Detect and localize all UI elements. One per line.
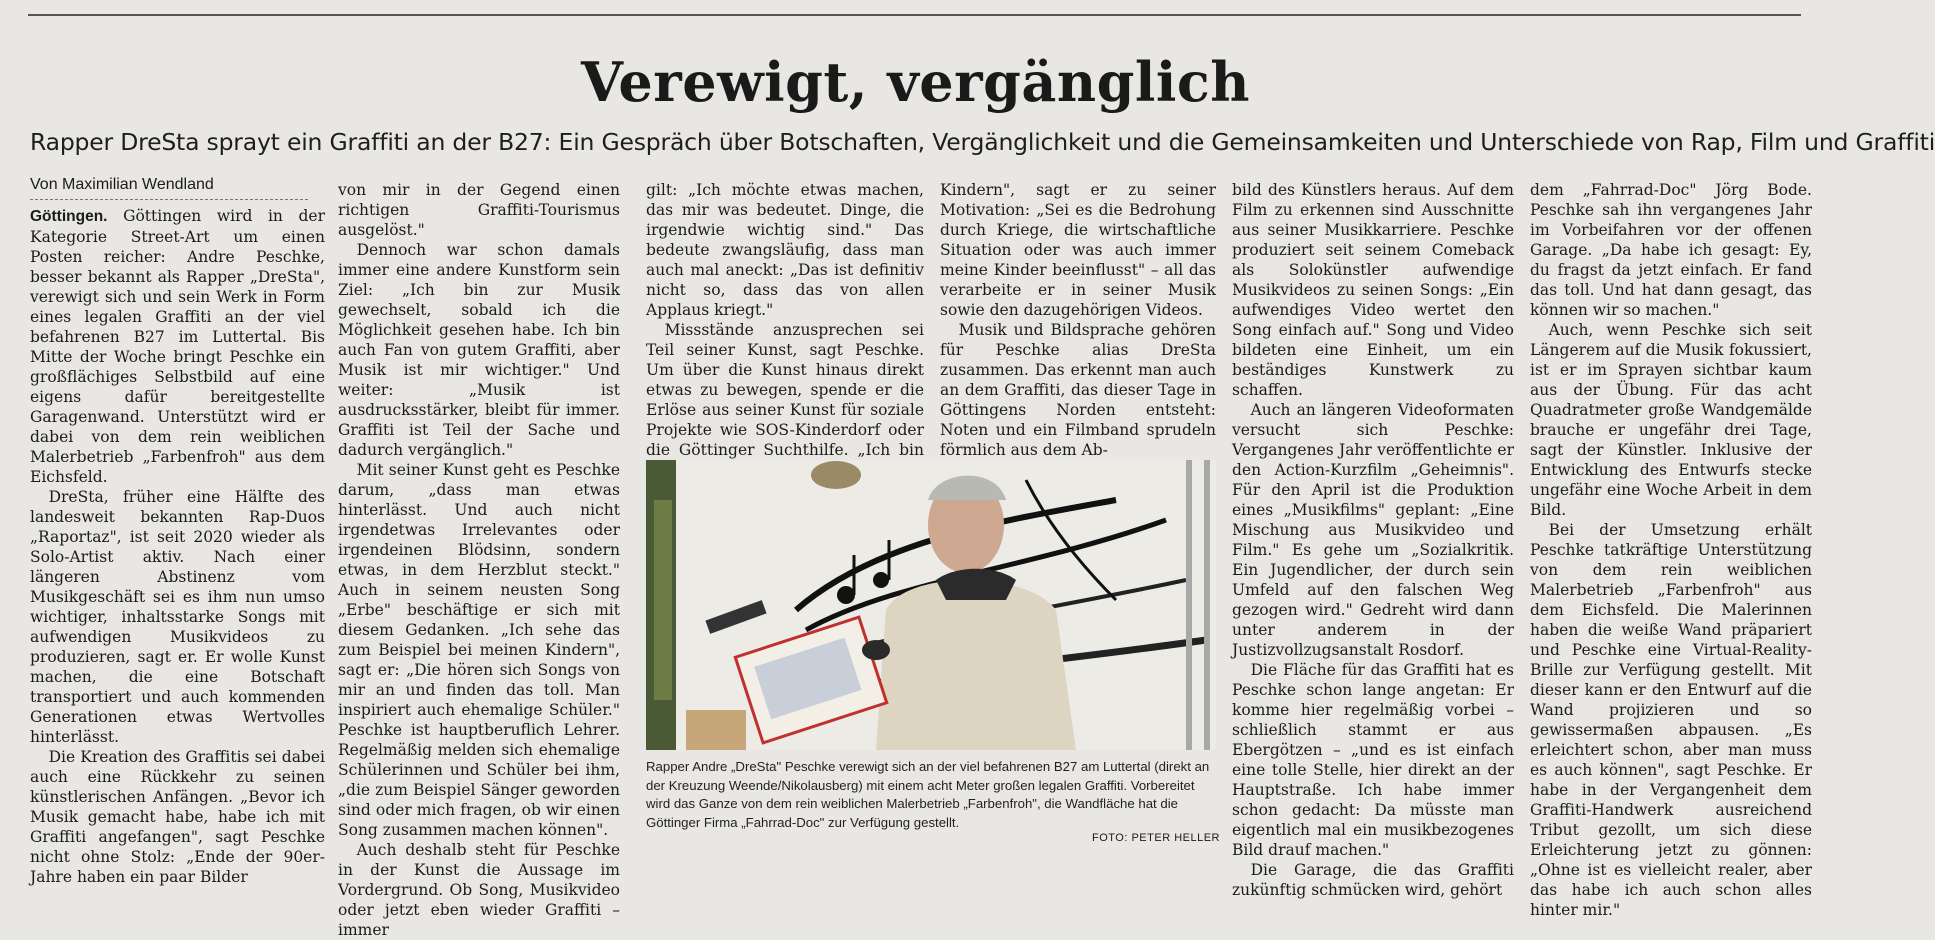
article-column-2 xyxy=(338,180,620,939)
paragraph: dem „Fahrrad-Doc" Jörg Bode. Peschke sah ihn vergangenes Jahr im Vorbeifahren vor der offenen Garage. „Da habe ich gesagt: Ey, du fragst da jetzt einfach. Er fand das toll. Und hat dann gesagt, das können wir so machen." xyxy=(1530,181,1812,319)
paragraph: Die Fläche für das Graffiti hat es Peschke schon lange angetan: Er komme hier regelmäßig vorbei – schließlich stammt er aus Ebergötzen – „und es ist einfach eine tolle Stelle, hier direkt an der Hauptstraße. Ich habe immer schon gedacht: Da müsste man eigentlich mal ein musikbezogenes Bild drauf machen." xyxy=(1232,661,1514,859)
paragraph: Auch an längeren Videoformaten versucht sich Peschke: Vergangenes Jahr veröffentlichte er den Action-Kurzfilm „Geheimnis". Für den April ist die Produktion eines „Musikfilms" geplant: „Eine Mischung aus Musikvideo und Film." Es gehe um „Sozialkritik. Ein Jugendlicher, der durch sein Umfeld auf den falschen Weg gezogen wird." Gedreht wird dann unter anderem in der Justizvollzugsanstalt Rosdorf. xyxy=(1232,401,1514,659)
paragraph: Auch, wenn Peschke sich seit Längerem auf die Musik fokussiert, ist er im Sprayen sichtbar kaum aus der Übung. Für das acht Quadratmeter große Wandgemälde brauche er ungefähr drei Tage, sagt der Künstler. Inklusive der Entwicklung des Entwurfs stecke ungefähr eine Woche Arbeit in dem Bild. xyxy=(1530,321,1812,519)
byline: Von Maximilian Wendland xyxy=(30,176,308,200)
paragraph-text: Göttingen wird in der Kategorie Street-Art um einen Posten reicher: Andre Peschke, besser bekannt als Rapper „DreSta", verewigt sich und sein Werk in Form eines legalen Graffiti an der viel befahrenen B27 im Luttertal. Bis Mitte der Woche bringt Peschke ein großflächiges Selbstbild auf eine eigens dafür bereitgestellte Garagenwand. Unterstützt wird er dabei von dem rein weiblichen Malerbetrieb „Farbenfroh" aus dem Eichsfeld. xyxy=(30,207,325,486)
subheadline: Rapper DreSta sprayt ein Graffiti an der B27: Ein Gespräch über Botschaften, Vergänglichkeit und die Gemeinsamkeiten und Unterschiede von Rap, Film und Graffiti xyxy=(30,128,1935,156)
paragraph: gilt: „Ich möchte etwas machen, das mir was bedeutet. Dinge, die irgendwie wichtig sind." Das bedeute zwangsläufig, dass man auch mal aneckt: „Das ist definitiv nicht so, dass das von allen Applaus kriegt." xyxy=(646,181,924,319)
paragraph: Die Garage, die das Graffiti zukünftig schmücken wird, gehört xyxy=(1232,861,1514,899)
headline: Verewigt, vergänglich xyxy=(580,50,1251,114)
photo-credit: FOTO: PETER HELLER xyxy=(1092,832,1220,844)
paragraph: von mir in der Gegend einen richtigen Graffiti-Tourismus ausgelöst." xyxy=(338,181,620,239)
paragraph: DreSta, früher eine Hälfte des landesweit bekannten Rap-Duos „Raportaz", ist seit 2020 wieder als Solo-Artist aktiv. Nach einer längeren Abstinenz vom Musikgeschäft sei es ihm nun umso wichtiger, inhaltsstarke Songs mit aufwendigen Musikvideos zu produzieren, sagt er. Er wolle Kunst machen, die eine Botschaft transportiert und auch kommenden Generationen etwas Wertvolles hinterlässt. xyxy=(30,488,325,746)
dateline: Göttingen. xyxy=(30,208,108,225)
top-rule xyxy=(28,14,1801,16)
paragraph: Auch deshalb steht für Peschke in der Kunst die Aussage im Vordergrund. Ob Song, Musikvideo oder jetzt eben wieder Graffiti – immer xyxy=(338,841,620,939)
paragraph: bild des Künstlers heraus. Auf dem Film zu erkennen sind Ausschnitte aus seiner Musikkarriere. Peschke produziert seit seinem Comeback als Solokünstler aufwendige Musikvideos zu seinen Songs: „Ein aufwendiges Video wertet den Song einfach auf." Song und Video bildeten eine Einheit, um ein beständiges Kunstwerk zu schaffen. xyxy=(1232,181,1514,399)
article-column-5 xyxy=(1232,180,1514,899)
caption-text: Rapper Andre „DreSta" Peschke verewigt sich an der viel befahrenen B27 am Luttertal (direkt an der Kreuzung Weende/Nikolausberg) mit einem acht Meter großen legalen Graffiti. Vorbereitet wird das Ganze von dem rein weiblichen Malerbetrieb „Farbenfroh", die Wandfläche hat die Göttinger Firma „Fahrrad-Doc" zur Verfügung gestellt. xyxy=(646,759,1210,830)
article-column-3 xyxy=(646,180,924,459)
article-photo xyxy=(646,460,1216,750)
paragraph: Bei der Umsetzung erhält Peschke tatkräftige Unterstützung von dem rein weiblichen Malerbetrieb „Farbenfroh" aus dem Eichsfeld. Die Malerinnen haben die weiße Wand präpariert und Peschke eine Virtual-Reality-Brille zur Verfügung gestellt. Mit dieser kann er den Entwurf auf die Wand projizieren und so gewissermaßen abpausen. „Es erleichtert schon, aber man muss es auch können", sagt Peschke. Er habe in der Vergangenheit dem Graffiti-Handwerk ausreichend Tribut gezollt, um sich diese Erleichterung jetzt zu gönnen: „Ohne ist es vielleicht realer, aber das habe ich auch schon alles hinter mir." xyxy=(1530,521,1812,919)
article-column-6 xyxy=(1530,180,1812,919)
paragraph xyxy=(30,206,325,487)
paragraph: Dennoch war schon damals immer eine andere Kunstform sein Ziel: „Ich bin zur Musik gewechselt, sobald ich die Möglichkeit gesehen habe. Ich bin auch Fan von gutem Graffiti, aber Musik ist mir wichtiger." Und weiter: „Musik ist ausdrucksstärker, bleibt für immer. Graffiti ist Teil der Sache und dadurch vergänglich." xyxy=(338,241,620,459)
paragraph: Musik und Bildsprache gehören für Peschke alias DreSta zusammen. Das erkennt man auch an dem Graffiti, das dieser Tage in Göttingens Norden entsteht: Noten und ein Filmband sprudeln förmlich aus dem Ab- xyxy=(940,321,1216,459)
paragraph: Die Kreation des Graffitis sei dabei auch eine Rückkehr zu seinen künstlerischen Anfängen. „Bevor ich Musik gemacht habe, habe ich mit Graffiti angefangen", sagt Peschke nicht ohne Stolz: „Ende der 90er-Jahre haben ein paar Bilder xyxy=(30,748,325,886)
paragraph: Missstände anzusprechen sei Teil seiner Kunst, sagt Peschke. Um über die Kunst hinaus direkt etwas zu bewegen, spende er die Erlöse aus seiner Kunst für soziale Projekte wie SOS-Kinderdorf oder die Göttinger Suchthilfe. „Ich bin xyxy=(646,321,924,459)
article-column-1 xyxy=(30,206,325,886)
article-column-4 xyxy=(940,180,1216,459)
paragraph: Kindern", sagt er zu seiner Motivation: „Sei es die Bedrohung durch Kriege, die wirtschaftliche Situation oder was auch immer meine Kinder beeinflusst" – all das verarbeite er in seiner Musik sowie den dazugehörigen Videos. xyxy=(940,181,1216,319)
photo-illustration xyxy=(646,460,1216,750)
photo-caption xyxy=(646,758,1216,832)
paragraph: Mit seiner Kunst geht es Peschke darum, „dass man etwas hinterlässt. Und auch nicht irgendetwas Irrelevantes oder irgendeinen Blödsinn, sondern etwas, in dem Herzblut steckt." Auch in seinem neusten Song „Erbe" beschäftige er sich mit diesem Gedanken. „Ich sehe das zum Beispiel bei meinen Kindern", sagt er: „Die hören sich Songs von mir an und finden das toll. Man inspiriert auch ehemalige Schüler." Peschke ist hauptberuflich Lehrer. Regelmäßig melden sich ehemalige Schülerinnen und Schüler bei ihm, „die zum Beispiel Sänger geworden sind oder mich fragen, ob wir einen Song zusammen machen können". xyxy=(338,461,620,839)
